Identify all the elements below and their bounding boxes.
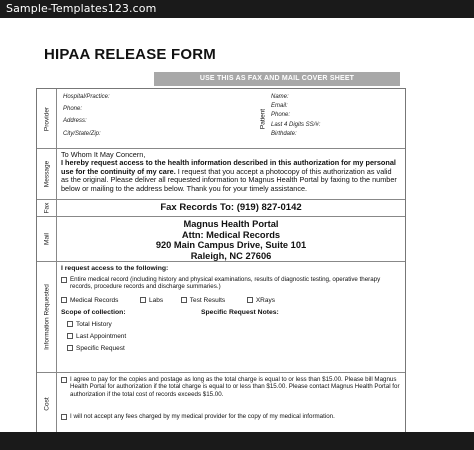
patient-field: Email: (271, 103, 288, 110)
last-appointment-checkbox[interactable] (67, 333, 73, 339)
medical-records-checkbox[interactable] (61, 297, 67, 303)
cost-decline-option[interactable] (61, 413, 401, 420)
total-history-checkbox[interactable] (67, 321, 73, 327)
patient-field: Phone: (271, 112, 291, 119)
specific-request-checkbox[interactable] (67, 345, 73, 351)
message-section (37, 149, 405, 200)
provider-fields (63, 93, 110, 138)
hipaa-document (36, 44, 443, 429)
patient-side-label: Patient (259, 108, 266, 129)
scope-heading: Scope of collection: (61, 309, 126, 316)
fax-section (37, 200, 405, 217)
form-title: HIPAA RELEASE FORM (44, 46, 216, 63)
fax-number: Fax Records To: (919) 827-0142 (160, 202, 302, 213)
info-heading: I request access to the following: (61, 265, 169, 272)
fax-side-label: Fax (37, 200, 57, 216)
cost-side-label: Cost (37, 373, 57, 434)
scope-option[interactable]: Last Appointment (67, 333, 126, 341)
notes-heading: Specific Request Notes: (201, 309, 279, 316)
patient-field: Birthdate: (271, 130, 297, 137)
provider-field: Phone: (63, 106, 83, 113)
scope-option[interactable]: Specific Request (67, 345, 125, 353)
cost-decline-checkbox[interactable] (61, 414, 67, 420)
test-results-checkbox[interactable] (181, 297, 187, 303)
patient-fields (271, 93, 320, 138)
mail-line: 920 Main Campus Drive, Suite 101 (155, 240, 307, 250)
scope-option[interactable]: Total History (67, 321, 112, 329)
option-label: Labs (149, 297, 164, 304)
mail-line: Magnus Health Portal (183, 219, 279, 229)
cost-section (37, 373, 405, 434)
information-section (37, 262, 405, 373)
info-options-row (61, 297, 275, 305)
mail-side-label: Mail (37, 217, 57, 261)
option-label: Medical Records (70, 297, 119, 304)
information-side-label: Information Requested (37, 262, 57, 372)
message-greeting: To Whom It May Concern, (61, 150, 146, 159)
cost-agree-checkbox[interactable] (61, 377, 67, 383)
message-text: I request that you accept a photocopy of this authorization as valid as the original. Please deliver all requested information to Magnus Health Portal by faxing to the number below or mailing to the address below. Thank you for your timely assistance. (61, 166, 397, 193)
mail-section (37, 217, 405, 262)
xrays-checkbox[interactable] (247, 297, 253, 303)
form-table (36, 88, 406, 435)
entire-record-option[interactable] (61, 276, 401, 290)
option-label: XRays (255, 297, 275, 304)
option-label: Test Results (189, 297, 226, 304)
patient-field: Name: (271, 94, 289, 100)
labs-checkbox[interactable] (140, 297, 146, 303)
message-bold: I hereby request access to the health information described in this authorization for my personal use for the continuity of my care. (61, 158, 396, 176)
cost-agree-option[interactable] (61, 376, 401, 398)
mail-line: Attn: Medical Records (181, 229, 281, 240)
provider-field: City/State/Zip: (63, 130, 101, 137)
top-banner (0, 0, 474, 18)
bottom-banner (0, 432, 474, 450)
mail-line: Raleigh, NC 27606 (190, 250, 272, 261)
provider-side-label: Provider (37, 89, 57, 148)
cost-decline-text: I will not accept any fees charged by my medical provider for the copy of my medical information. (70, 413, 335, 420)
provider-field: Address: (63, 118, 87, 125)
entire-record-label: Entire medical record (including history and physical examinations, results of diagnostic testing, operative therapy records, procedure records and discharge summaries.) (70, 276, 381, 291)
fax-cover-header: USE THIS AS FAX AND MAIL COVER SHEET (154, 72, 400, 86)
cost-agree-text: I agree to pay for the copies and postage as long as the total charge is equal to or less than $15.00. Please bill Magnus Health Portal for authorization if the total charge is equal to or less than $15.00. Please contact Magnus Health Portal for authorization if the total cost of records exceeds $15.00. (70, 376, 400, 398)
patient-field: Last 4 Digits SS/#: (271, 121, 321, 128)
entire-record-checkbox[interactable] (61, 277, 67, 283)
message-side-label: Message (37, 149, 57, 199)
message-body (61, 159, 401, 193)
provider-patient-section (37, 89, 405, 149)
site-watermark: Sample-Templates123.com (6, 2, 157, 15)
provider-field: Hospital/Practice: (63, 94, 110, 100)
